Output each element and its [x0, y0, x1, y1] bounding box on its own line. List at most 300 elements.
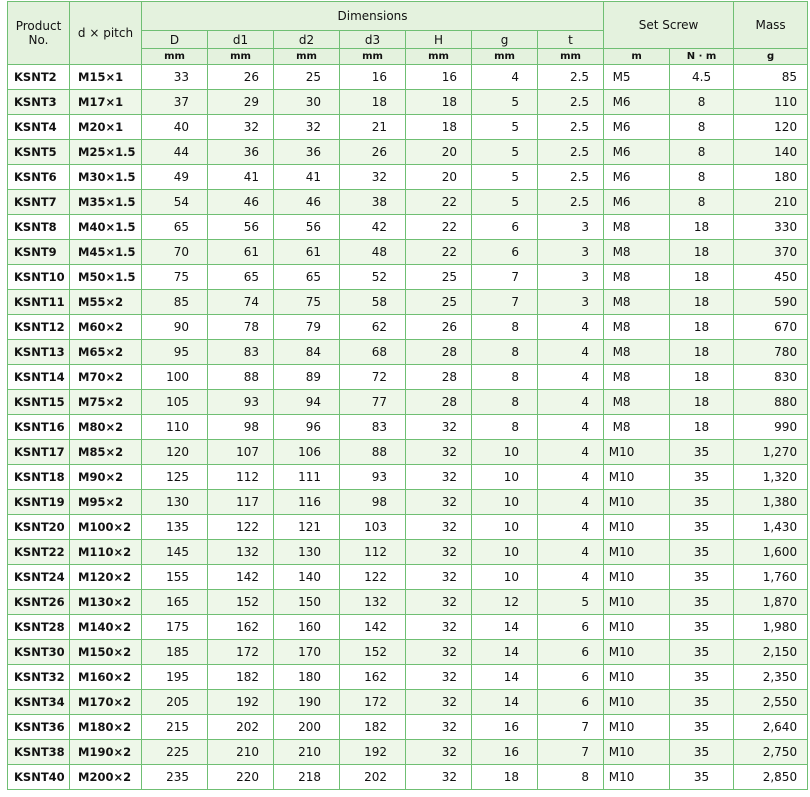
cell-h: 32 [406, 715, 472, 740]
cell-t: 4 [538, 315, 604, 340]
cell-d: 215 [142, 715, 208, 740]
cell-g: 5 [472, 90, 538, 115]
cell-d1: 29 [208, 90, 274, 115]
cell-t: 4 [538, 515, 604, 540]
cell-g: 10 [472, 540, 538, 565]
cell-d1: 93 [208, 390, 274, 415]
cell-d3: 68 [340, 340, 406, 365]
cell-mass: 1,600 [734, 540, 808, 565]
cell-h: 32 [406, 740, 472, 765]
cell-h: 32 [406, 615, 472, 640]
cell-mass: 85 [734, 65, 808, 90]
cell-t: 2.5 [538, 165, 604, 190]
cell-t: 4 [538, 490, 604, 515]
unit-cell: m [604, 49, 670, 65]
cell-set-screw-torque: 35 [670, 440, 734, 465]
cell-product-no: KSNT20 [8, 515, 70, 540]
table-row [8, 65, 808, 90]
cell-d3: 152 [340, 640, 406, 665]
cell-d: 54 [142, 190, 208, 215]
cell-h: 18 [406, 90, 472, 115]
cell-set-screw-m: M10 [604, 440, 670, 465]
cell-d2: 79 [274, 315, 340, 340]
cell-d: 49 [142, 165, 208, 190]
cell-d: 225 [142, 740, 208, 765]
cell-d: 235 [142, 765, 208, 790]
cell-product-no: KSNT18 [8, 465, 70, 490]
table-row [8, 615, 808, 640]
table-row [8, 590, 808, 615]
cell-g: 5 [472, 165, 538, 190]
unit-cell: mm [274, 49, 340, 65]
unit-cell: mm [538, 49, 604, 65]
cell-d3: 103 [340, 515, 406, 540]
cell-d-pitch: M170×2 [70, 690, 142, 715]
cell-d1: 46 [208, 190, 274, 215]
table-row [8, 290, 808, 315]
cell-t: 3 [538, 240, 604, 265]
cell-set-screw-m: M10 [604, 590, 670, 615]
cell-d2: 180 [274, 665, 340, 690]
cell-set-screw-torque: 35 [670, 540, 734, 565]
cell-d3: 18 [340, 90, 406, 115]
table-row [8, 415, 808, 440]
cell-d3: 112 [340, 540, 406, 565]
cell-set-screw-m: M8 [604, 240, 670, 265]
cell-d1: 61 [208, 240, 274, 265]
cell-product-no: KSNT3 [8, 90, 70, 115]
cell-d2: 190 [274, 690, 340, 715]
header-col-d: D [142, 31, 208, 49]
cell-g: 10 [472, 440, 538, 465]
cell-t: 4 [538, 440, 604, 465]
cell-d-pitch: M150×2 [70, 640, 142, 665]
cell-d-pitch: M100×2 [70, 515, 142, 540]
cell-d3: 72 [340, 365, 406, 390]
cell-d3: 192 [340, 740, 406, 765]
cell-d3: 42 [340, 215, 406, 240]
header-col-t: t [538, 31, 604, 49]
cell-h: 18 [406, 115, 472, 140]
cell-set-screw-torque: 35 [670, 490, 734, 515]
cell-d3: 52 [340, 265, 406, 290]
cell-d1: 88 [208, 365, 274, 390]
cell-d1: 32 [208, 115, 274, 140]
cell-g: 10 [472, 515, 538, 540]
cell-g: 10 [472, 465, 538, 490]
cell-d-pitch: M40×1.5 [70, 215, 142, 240]
cell-set-screw-m: M10 [604, 615, 670, 640]
cell-set-screw-torque: 35 [670, 590, 734, 615]
cell-d2: 25 [274, 65, 340, 90]
table-row [8, 140, 808, 165]
cell-d1: 41 [208, 165, 274, 190]
cell-mass: 1,320 [734, 465, 808, 490]
cell-d1: 172 [208, 640, 274, 665]
header-col-d3: d3 [340, 31, 406, 49]
cell-t: 4 [538, 415, 604, 440]
cell-set-screw-m: M8 [604, 340, 670, 365]
cell-product-no: KSNT26 [8, 590, 70, 615]
cell-t: 4 [538, 340, 604, 365]
cell-set-screw-m: M6 [604, 140, 670, 165]
unit-cell: N · m [670, 49, 734, 65]
cell-t: 4 [538, 365, 604, 390]
cell-d1: 122 [208, 515, 274, 540]
header-d-pitch: d × pitch [70, 2, 142, 65]
cell-d: 110 [142, 415, 208, 440]
cell-g: 10 [472, 565, 538, 590]
cell-mass: 1,980 [734, 615, 808, 640]
cell-product-no: KSNT6 [8, 165, 70, 190]
cell-d-pitch: M45×1.5 [70, 240, 142, 265]
cell-d2: 36 [274, 140, 340, 165]
cell-g: 8 [472, 340, 538, 365]
cell-t: 4 [538, 390, 604, 415]
table-row [8, 765, 808, 790]
cell-d-pitch: M65×2 [70, 340, 142, 365]
cell-t: 3 [538, 215, 604, 240]
cell-g: 4 [472, 65, 538, 90]
unit-cell: g [734, 49, 808, 65]
cell-t: 6 [538, 640, 604, 665]
cell-d1: 152 [208, 590, 274, 615]
cell-h: 32 [406, 515, 472, 540]
cell-d-pitch: M25×1.5 [70, 140, 142, 165]
cell-set-screw-m: M6 [604, 190, 670, 215]
cell-g: 16 [472, 740, 538, 765]
cell-mass: 1,870 [734, 590, 808, 615]
cell-product-no: KSNT10 [8, 265, 70, 290]
cell-set-screw-m: M8 [604, 215, 670, 240]
header-col-h: H [406, 31, 472, 49]
cell-d3: 142 [340, 615, 406, 640]
cell-d2: 150 [274, 590, 340, 615]
cell-d3: 202 [340, 765, 406, 790]
cell-g: 7 [472, 290, 538, 315]
cell-h: 26 [406, 315, 472, 340]
cell-mass: 2,150 [734, 640, 808, 665]
cell-set-screw-m: M10 [604, 765, 670, 790]
cell-d3: 182 [340, 715, 406, 740]
cell-t: 2.5 [538, 115, 604, 140]
cell-d-pitch: M180×2 [70, 715, 142, 740]
cell-t: 4 [538, 540, 604, 565]
cell-set-screw-torque: 35 [670, 515, 734, 540]
cell-set-screw-m: M10 [604, 640, 670, 665]
cell-h: 25 [406, 290, 472, 315]
cell-set-screw-m: M8 [604, 365, 670, 390]
cell-set-screw-m: M5 [604, 65, 670, 90]
cell-d1: 112 [208, 465, 274, 490]
cell-d: 130 [142, 490, 208, 515]
cell-product-no: KSNT13 [8, 340, 70, 365]
cell-set-screw-torque: 35 [670, 640, 734, 665]
cell-mass: 2,750 [734, 740, 808, 765]
cell-d: 155 [142, 565, 208, 590]
cell-g: 5 [472, 115, 538, 140]
cell-set-screw-m: M10 [604, 715, 670, 740]
cell-d: 70 [142, 240, 208, 265]
cell-mass: 2,350 [734, 665, 808, 690]
cell-set-screw-torque: 35 [670, 565, 734, 590]
cell-g: 6 [472, 215, 538, 240]
cell-d: 44 [142, 140, 208, 165]
cell-d2: 96 [274, 415, 340, 440]
cell-h: 32 [406, 640, 472, 665]
cell-d1: 192 [208, 690, 274, 715]
cell-h: 22 [406, 215, 472, 240]
cell-product-no: KSNT22 [8, 540, 70, 565]
cell-h: 32 [406, 540, 472, 565]
table-row [8, 340, 808, 365]
cell-mass: 830 [734, 365, 808, 390]
cell-d: 195 [142, 665, 208, 690]
cell-d1: 182 [208, 665, 274, 690]
cell-d1: 65 [208, 265, 274, 290]
cell-d1: 98 [208, 415, 274, 440]
cell-set-screw-m: M10 [604, 490, 670, 515]
cell-g: 18 [472, 765, 538, 790]
cell-g: 8 [472, 365, 538, 390]
cell-set-screw-torque: 8 [670, 165, 734, 190]
table-row [8, 265, 808, 290]
cell-d2: 116 [274, 490, 340, 515]
cell-product-no: KSNT2 [8, 65, 70, 90]
header-product-no: Product No. [8, 2, 70, 65]
cell-mass: 2,640 [734, 715, 808, 740]
table-row [8, 565, 808, 590]
cell-set-screw-m: M8 [604, 390, 670, 415]
cell-product-no: KSNT8 [8, 215, 70, 240]
cell-t: 2.5 [538, 65, 604, 90]
cell-d3: 122 [340, 565, 406, 590]
cell-d: 105 [142, 390, 208, 415]
cell-set-screw-torque: 8 [670, 190, 734, 215]
cell-g: 12 [472, 590, 538, 615]
cell-g: 5 [472, 190, 538, 215]
cell-set-screw-torque: 18 [670, 415, 734, 440]
table-row [8, 315, 808, 340]
cell-set-screw-m: M10 [604, 665, 670, 690]
cell-h: 22 [406, 240, 472, 265]
cell-t: 2.5 [538, 140, 604, 165]
cell-d-pitch: M90×2 [70, 465, 142, 490]
cell-d2: 41 [274, 165, 340, 190]
cell-set-screw-torque: 18 [670, 315, 734, 340]
cell-d-pitch: M85×2 [70, 440, 142, 465]
unit-cell: mm [406, 49, 472, 65]
cell-d3: 93 [340, 465, 406, 490]
cell-h: 25 [406, 265, 472, 290]
cell-t: 6 [538, 690, 604, 715]
cell-d-pitch: M160×2 [70, 665, 142, 690]
cell-mass: 2,550 [734, 690, 808, 715]
cell-mass: 1,760 [734, 565, 808, 590]
cell-set-screw-torque: 35 [670, 715, 734, 740]
cell-d-pitch: M95×2 [70, 490, 142, 515]
unit-cell: mm [340, 49, 406, 65]
cell-d-pitch: M70×2 [70, 365, 142, 390]
cell-set-screw-torque: 35 [670, 665, 734, 690]
cell-set-screw-torque: 18 [670, 215, 734, 240]
cell-product-no: KSNT12 [8, 315, 70, 340]
cell-d2: 89 [274, 365, 340, 390]
cell-t: 3 [538, 290, 604, 315]
cell-d-pitch: M20×1 [70, 115, 142, 140]
cell-h: 32 [406, 490, 472, 515]
cell-d-pitch: M140×2 [70, 615, 142, 640]
table-row [8, 90, 808, 115]
cell-d3: 16 [340, 65, 406, 90]
cell-d: 165 [142, 590, 208, 615]
cell-t: 6 [538, 665, 604, 690]
cell-d-pitch: M60×2 [70, 315, 142, 340]
cell-t: 3 [538, 265, 604, 290]
cell-product-no: KSNT14 [8, 365, 70, 390]
cell-mass: 590 [734, 290, 808, 315]
cell-mass: 2,850 [734, 765, 808, 790]
cell-mass: 180 [734, 165, 808, 190]
cell-h: 32 [406, 690, 472, 715]
cell-set-screw-torque: 35 [670, 465, 734, 490]
cell-set-screw-m: M8 [604, 290, 670, 315]
cell-g: 8 [472, 315, 538, 340]
cell-set-screw-m: M10 [604, 740, 670, 765]
cell-d2: 56 [274, 215, 340, 240]
cell-d1: 117 [208, 490, 274, 515]
cell-t: 8 [538, 765, 604, 790]
cell-set-screw-torque: 18 [670, 240, 734, 265]
cell-d-pitch: M17×1 [70, 90, 142, 115]
cell-mass: 110 [734, 90, 808, 115]
cell-product-no: KSNT24 [8, 565, 70, 590]
cell-mass: 780 [734, 340, 808, 365]
cell-d2: 130 [274, 540, 340, 565]
table-row [8, 515, 808, 540]
cell-set-screw-torque: 4.5 [670, 65, 734, 90]
cell-product-no: KSNT9 [8, 240, 70, 265]
cell-d3: 172 [340, 690, 406, 715]
cell-t: 7 [538, 740, 604, 765]
cell-set-screw-torque: 18 [670, 390, 734, 415]
cell-h: 28 [406, 390, 472, 415]
cell-d: 185 [142, 640, 208, 665]
table-row [8, 540, 808, 565]
unit-cell: mm [142, 49, 208, 65]
cell-mass: 1,430 [734, 515, 808, 540]
cell-set-screw-torque: 35 [670, 615, 734, 640]
cell-d: 90 [142, 315, 208, 340]
header-col-d1: d1 [208, 31, 274, 49]
cell-d1: 26 [208, 65, 274, 90]
cell-d2: 46 [274, 190, 340, 215]
cell-d-pitch: M55×2 [70, 290, 142, 315]
header-col-d2: d2 [274, 31, 340, 49]
cell-mass: 210 [734, 190, 808, 215]
cell-set-screw-torque: 8 [670, 90, 734, 115]
cell-g: 14 [472, 665, 538, 690]
cell-product-no: KSNT38 [8, 740, 70, 765]
cell-h: 32 [406, 590, 472, 615]
cell-d: 205 [142, 690, 208, 715]
cell-d3: 162 [340, 665, 406, 690]
cell-product-no: KSNT19 [8, 490, 70, 515]
cell-g: 8 [472, 390, 538, 415]
cell-set-screw-m: M6 [604, 115, 670, 140]
cell-t: 4 [538, 565, 604, 590]
table-row [8, 740, 808, 765]
cell-mass: 990 [734, 415, 808, 440]
cell-d2: 210 [274, 740, 340, 765]
table-row [8, 240, 808, 265]
table-row [8, 215, 808, 240]
table-row [8, 390, 808, 415]
cell-set-screw-m: M10 [604, 690, 670, 715]
cell-h: 32 [406, 665, 472, 690]
cell-h: 20 [406, 165, 472, 190]
cell-mass: 370 [734, 240, 808, 265]
cell-h: 22 [406, 190, 472, 215]
cell-t: 7 [538, 715, 604, 740]
cell-set-screw-torque: 18 [670, 265, 734, 290]
cell-d-pitch: M110×2 [70, 540, 142, 565]
cell-d2: 94 [274, 390, 340, 415]
cell-set-screw-torque: 35 [670, 740, 734, 765]
table-row [8, 465, 808, 490]
cell-mass: 450 [734, 265, 808, 290]
cell-d1: 220 [208, 765, 274, 790]
cell-mass: 1,270 [734, 440, 808, 465]
cell-product-no: KSNT40 [8, 765, 70, 790]
table-row [8, 665, 808, 690]
table-row [8, 490, 808, 515]
cell-d-pitch: M190×2 [70, 740, 142, 765]
cell-d-pitch: M130×2 [70, 590, 142, 615]
cell-product-no: KSNT7 [8, 190, 70, 215]
cell-h: 32 [406, 565, 472, 590]
cell-g: 14 [472, 615, 538, 640]
cell-d-pitch: M80×2 [70, 415, 142, 440]
cell-set-screw-m: M10 [604, 465, 670, 490]
cell-d-pitch: M120×2 [70, 565, 142, 590]
cell-set-screw-m: M8 [604, 415, 670, 440]
cell-mass: 1,380 [734, 490, 808, 515]
cell-d1: 56 [208, 215, 274, 240]
table-row [8, 640, 808, 665]
cell-d1: 162 [208, 615, 274, 640]
cell-d: 125 [142, 465, 208, 490]
cell-d3: 21 [340, 115, 406, 140]
cell-d1: 107 [208, 440, 274, 465]
unit-cell: mm [472, 49, 538, 65]
cell-d3: 132 [340, 590, 406, 615]
cell-product-no: KSNT30 [8, 640, 70, 665]
cell-d1: 83 [208, 340, 274, 365]
cell-h: 16 [406, 65, 472, 90]
cell-d2: 65 [274, 265, 340, 290]
cell-t: 5 [538, 590, 604, 615]
cell-g: 6 [472, 240, 538, 265]
cell-d1: 132 [208, 540, 274, 565]
cell-d-pitch: M75×2 [70, 390, 142, 415]
cell-product-no: KSNT4 [8, 115, 70, 140]
cell-d: 135 [142, 515, 208, 540]
cell-d-pitch: M15×1 [70, 65, 142, 90]
cell-d-pitch: M200×2 [70, 765, 142, 790]
cell-d: 100 [142, 365, 208, 390]
table-row [8, 365, 808, 390]
